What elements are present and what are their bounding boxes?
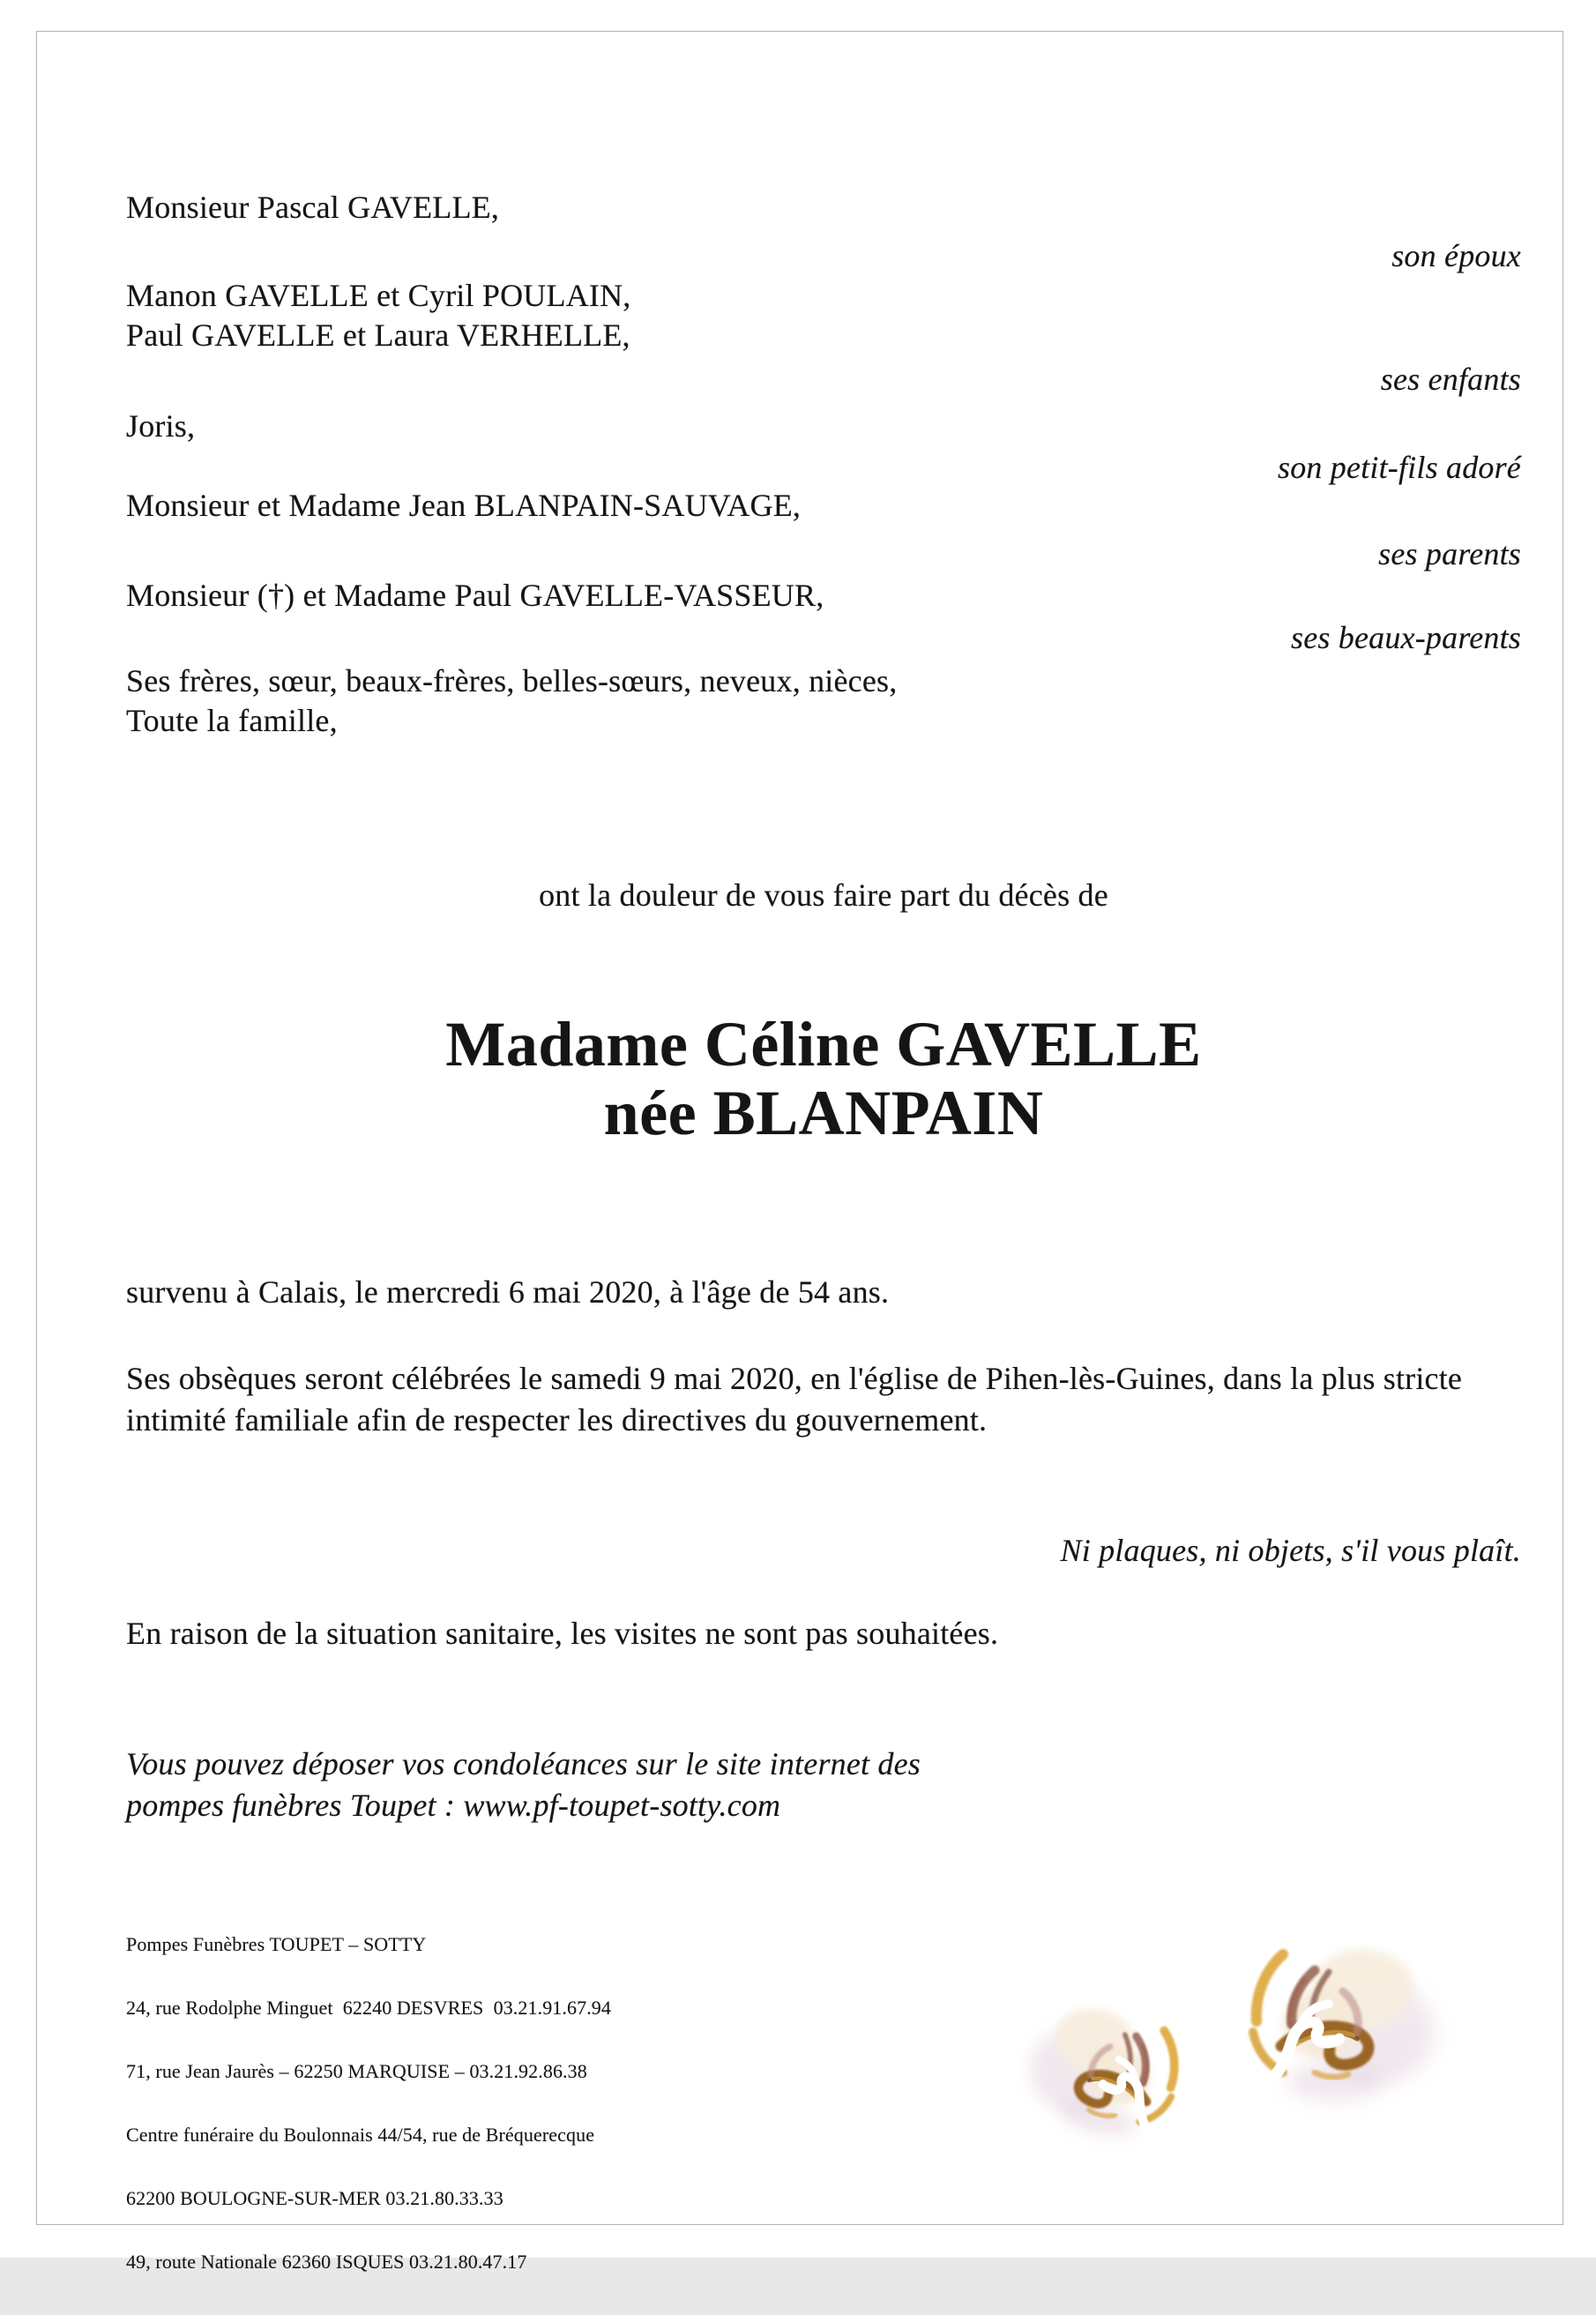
children-line-2: Paul GAVELLE et Laura VERHELLE, bbox=[126, 317, 630, 353]
children-lines bbox=[126, 276, 630, 355]
funeral-home-address-line: 62200 BOULOGNE-SUR-MER 03.21.80.33.33 bbox=[126, 2187, 503, 2209]
deceased-name: Madame Céline GAVELLE bbox=[445, 1009, 1202, 1079]
condolences-line-2: pompes funèbres Toupet : www.pf-toupet-sotty.com bbox=[126, 1788, 781, 1823]
flowers-decoration bbox=[1040, 1940, 1455, 2169]
deceased-title bbox=[126, 1010, 1521, 1147]
parents-line: Monsieur et Madame Jean BLANPAIN-SAUVAGE, bbox=[126, 488, 802, 523]
whole-family-line: Toute la famille, bbox=[126, 703, 338, 738]
flower-watercolor-small bbox=[1017, 1995, 1189, 2150]
parents-relation-label: ses parents bbox=[1378, 536, 1521, 571]
funeral-home-name: Pompes Funèbres TOUPET – SOTTY bbox=[126, 1933, 427, 1955]
announcement-lead: ont la douleur de vous faire part du décès de bbox=[539, 877, 1108, 913]
visits-notice-line: En raison de la situation sanitaire, les visites ne sont pas souhaitées. bbox=[126, 1616, 999, 1651]
children-relation-label: ses enfants bbox=[1380, 362, 1521, 397]
husband-relation-label: son époux bbox=[1391, 238, 1521, 273]
grandson-line: Joris, bbox=[126, 408, 196, 444]
death-details-line: survenu à Calais, le mercredi 6 mai 2020, à l'âge de 54 ans. bbox=[126, 1274, 890, 1310]
funeral-home-address-line: Centre funéraire du Boulonnais 44/54, rue de Bréquerecque bbox=[126, 2124, 595, 2146]
funeral-home-address-line: 24, rue Rodolphe Minguet 62240 DESVRES 03.21.91.67.94 bbox=[126, 1997, 611, 2019]
children-line-1: Manon GAVELLE et Cyril POULAIN, bbox=[126, 278, 631, 313]
condolences-block bbox=[126, 1744, 921, 1826]
funeral-details-paragraph: Ses obsèques seront célébrées le samedi 9 mai 2020, en l'église de Pihen-lès-Guines, dans la plus stricte intimité familiale afin de respecter les directives du gouvernement. bbox=[126, 1361, 1463, 1438]
funeral-home-address-line: 71, rue Jean Jaurès – 62250 MARQUISE – 03.21.92.86.38 bbox=[126, 2060, 587, 2082]
husband-line: Monsieur Pascal GAVELLE, bbox=[126, 190, 500, 225]
grandson-relation-label: son petit-fils adoré bbox=[1278, 450, 1521, 485]
parents-in-law-line: Monsieur (†) et Madame Paul GAVELLE-VASSEUR, bbox=[126, 578, 824, 613]
funeral-home-address-line: 49, route Nationale 62360 ISQUES 03.21.80.47.17 bbox=[126, 2251, 527, 2273]
no-plaques-line: Ni plaques, ni objets, s'il vous plaît. bbox=[1060, 1533, 1521, 1568]
funeral-home-block bbox=[126, 1892, 611, 2315]
flower-watercolor-large bbox=[1253, 1949, 1435, 2101]
parents-in-law-relation-label: ses beaux-parents bbox=[1290, 620, 1521, 655]
maiden-name: née BLANPAIN bbox=[603, 1078, 1044, 1148]
siblings-line: Ses frères, sœur, beaux-frères, belles-sœurs, neveux, nièces, bbox=[126, 663, 898, 698]
condolences-line-1: Vous pouvez déposer vos condoléances sur le site internet des bbox=[126, 1746, 921, 1781]
